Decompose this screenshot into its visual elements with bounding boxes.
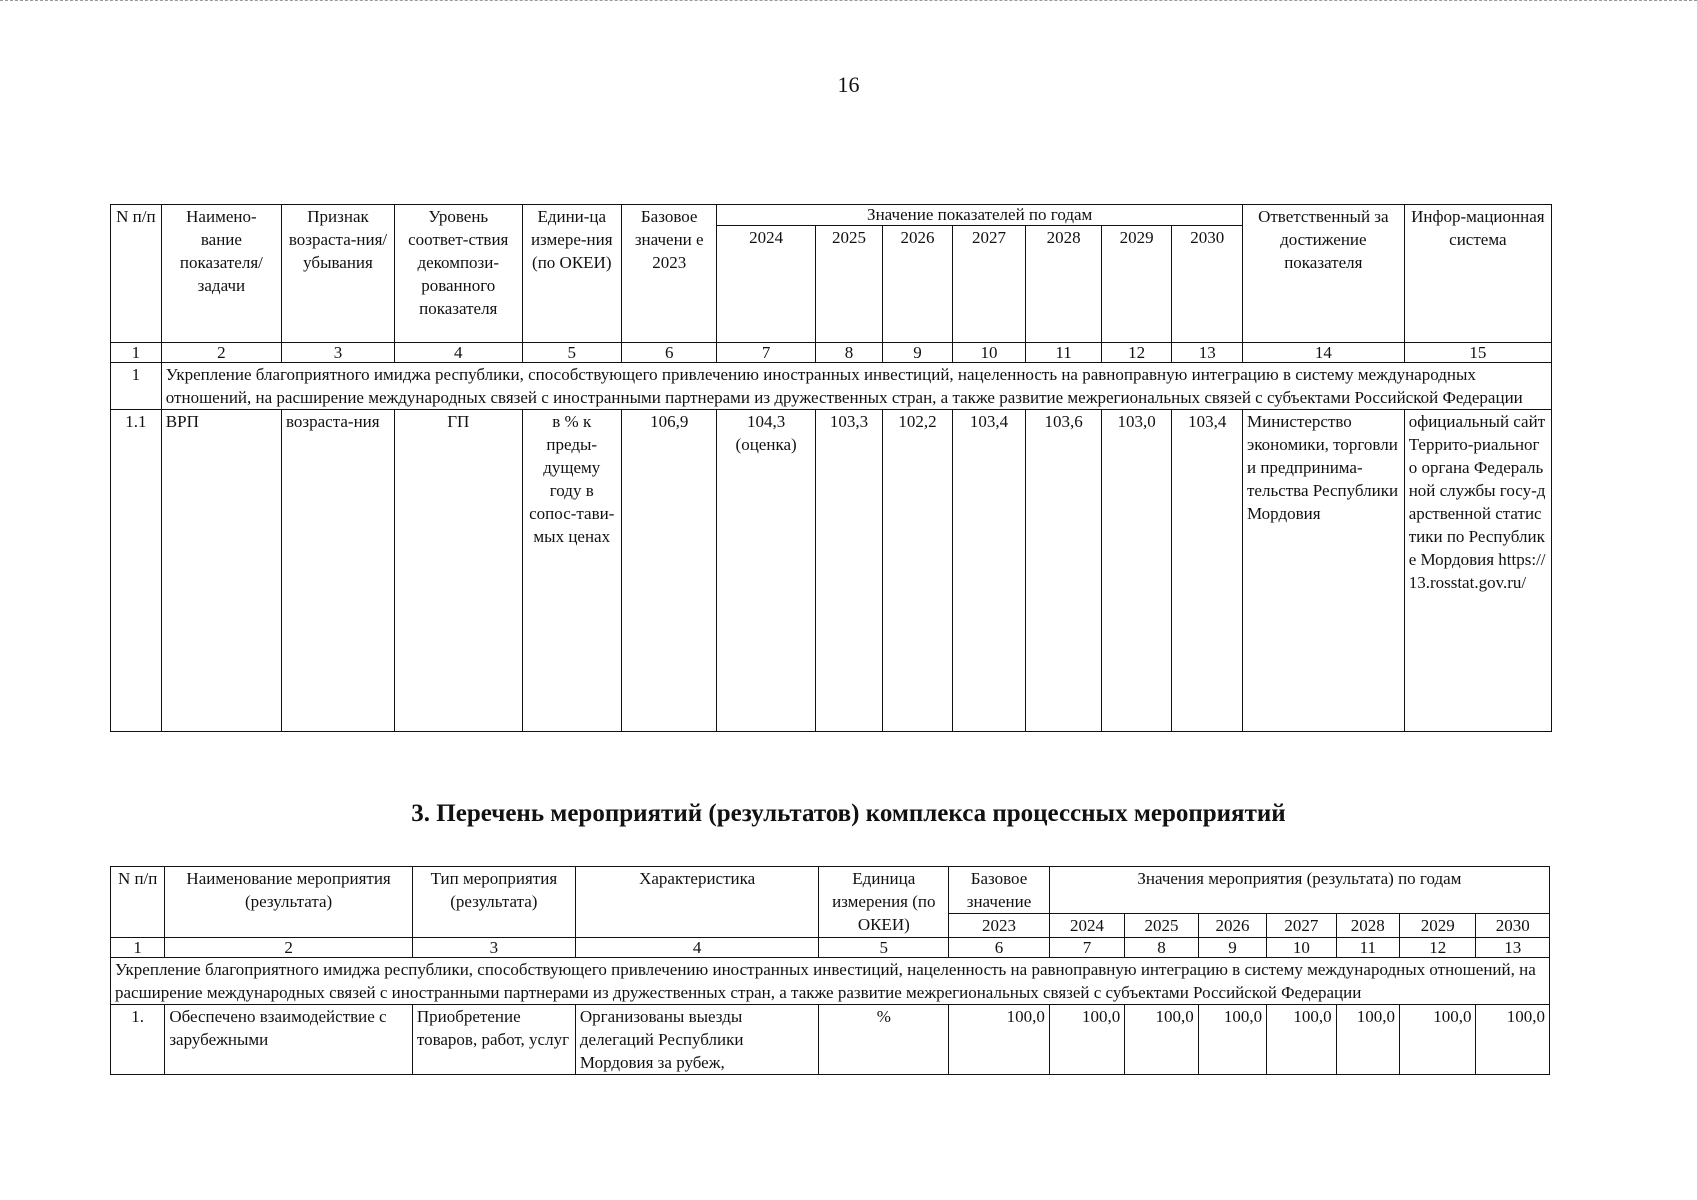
header-sign: Признак возраста-ния/ убывания [282,205,395,343]
header-year: 2024 [717,226,815,343]
column-number: 11 [1336,938,1399,958]
column-number: 13 [1476,938,1550,958]
header-year: 2030 [1172,226,1243,343]
column-number: 14 [1242,343,1404,363]
column-number: 5 [819,938,949,958]
activities-column-numbers-row [111,938,1550,958]
header-n: N п/п [111,867,165,938]
column-number: 4 [395,343,523,363]
column-number: 6 [949,938,1050,958]
activity-type: Приобретение товаров, работ, услуг [412,1005,575,1075]
indicator-value: 102,2 [883,410,952,732]
activities-header-row [111,867,1550,914]
header-responsible: Ответственный за достижение показателя [1242,205,1404,343]
header-unit: Едини-ца измере-ния (по ОКЕИ) [522,205,622,343]
section-number: 1 [111,363,162,410]
column-number: 7 [1049,938,1124,958]
column-number: 13 [1172,343,1243,363]
indicator-value: 103,6 [1026,410,1102,732]
indicators-header-row [111,205,1552,226]
activity-value: 100,0 [1336,1005,1399,1075]
header-year: 2029 [1399,914,1475,938]
indicator-unit: в % к преды-дущему году в сопос-тави-мых ценах [522,410,622,732]
indicators-section-row [111,363,1552,410]
activities-table [110,866,1550,1075]
header-year: 2028 [1336,914,1399,938]
header-n: N п/п [111,205,162,343]
column-number: 11 [1026,343,1102,363]
column-number: 2 [161,343,281,363]
header-characteristic: Характеристика [575,867,819,938]
activity-value: 100,0 [1399,1005,1475,1075]
header-values-group: Значения мероприятия (результата) по годам [1049,867,1549,914]
activity-row [111,1005,1550,1075]
indicator-info-system: официальный сайт Террито-риального органа Федеральной службы госу-дарственной статистики по Республике Мордовия https://13.rosstat.gov.ru/ [1404,410,1551,732]
column-number: 12 [1101,343,1171,363]
column-number: 8 [815,343,882,363]
indicators-column-numbers-row [111,343,1552,363]
indicator-responsible: Министерство экономики, торговли и предпринима-тельства Республики Мордовия [1242,410,1404,732]
activity-base-value: 100,0 [949,1005,1050,1075]
activity-value: 100,0 [1267,1005,1336,1075]
activity-value: 100,0 [1476,1005,1550,1075]
header-base: Базовое значение [949,867,1050,914]
column-number: 1 [111,938,165,958]
column-number: 3 [412,938,575,958]
activity-value: 100,0 [1049,1005,1124,1075]
column-number: 6 [622,343,717,363]
column-number: 12 [1399,938,1475,958]
header-level: Уровень соответ-ствия декомпози-рованного показателя [395,205,523,343]
header-year: 2024 [1049,914,1124,938]
column-number: 9 [1198,938,1266,958]
indicator-name: ВРП [161,410,281,732]
header-year: 2028 [1026,226,1102,343]
activities-section-row [111,958,1550,1005]
column-number: 10 [952,343,1026,363]
section-3-title: 3. Перечень мероприятий (результатов) комплекса процессных мероприятий [411,800,1286,827]
header-unit: Единица измерения (по ОКЕИ) [819,867,949,938]
header-values-group: Значение показателей по годам [717,205,1243,226]
column-number: 1 [111,343,162,363]
header-year: 2027 [1267,914,1336,938]
indicator-base-value: 106,9 [622,410,717,732]
column-number: 3 [282,343,395,363]
indicator-level: ГП [395,410,523,732]
column-number: 15 [1404,343,1551,363]
section-text: Укрепление благоприятного имиджа республики, способствующего привлечению иностранных инвестиций, нацеленность на равноправную интеграцию в систему международных отношений, на расширение международных связей с иностранными партнерами из дружественных стран, а также развитие межрегиональных связей с субъектами Российской Федерации [111,958,1550,1005]
column-number: 4 [575,938,819,958]
header-year: 2030 [1476,914,1550,938]
page-number: 16 [837,72,860,97]
header-year: 2027 [952,226,1026,343]
indicator-value: 103,0 [1101,410,1171,732]
header-name: Наименование мероприятия (результата) [165,867,413,938]
activity-name: Обеспечено взаимодействие с зарубежными [165,1005,413,1075]
column-number: 8 [1125,938,1198,958]
indicator-sign: возраста-ния [282,410,395,732]
indicator-value: 103,3 [815,410,882,732]
header-info-system: Инфор-мационная система [1404,205,1551,343]
indicator-value: 103,4 [1172,410,1243,732]
header-year: 2029 [1101,226,1171,343]
indicator-row [111,410,1552,732]
header-type: Тип мероприятия (результата) [412,867,575,938]
row-number: 1. [111,1005,165,1075]
activity-value: 100,0 [1198,1005,1266,1075]
column-number: 9 [883,343,952,363]
activity-characteristic: Организованы выезды делегаций Республики Мордовия за рубеж, [575,1005,819,1075]
column-number: 7 [717,343,815,363]
header-year: 2025 [1125,914,1198,938]
row-number: 1.1 [111,410,162,732]
header-year: 2026 [1198,914,1266,938]
header-base-year: 2023 [949,914,1050,938]
scan-edge-line [0,0,1697,3]
indicators-table [110,204,1552,732]
column-number: 2 [165,938,413,958]
indicator-value: 103,4 [952,410,1026,732]
header-year: 2026 [883,226,952,343]
activity-value: 100,0 [1125,1005,1198,1075]
column-number: 5 [522,343,622,363]
header-base: Базовое значени е 2023 [622,205,717,343]
indicator-value: 104,3 (оценка) [717,410,815,732]
activity-unit: % [819,1005,949,1075]
header-year: 2025 [815,226,882,343]
column-number: 10 [1267,938,1336,958]
header-name: Наимено-вание показателя/ задачи [161,205,281,343]
section-text: Укрепление благоприятного имиджа республики, способствующего привлечению иностранных инвестиций, нацеленность на равноправную интеграцию в систему международных отношений, на расширение международных связей с иностранными партнерами из дружественных стран, а также развитие межрегиональных связей с субъектами Российской Федерации [161,363,1551,410]
